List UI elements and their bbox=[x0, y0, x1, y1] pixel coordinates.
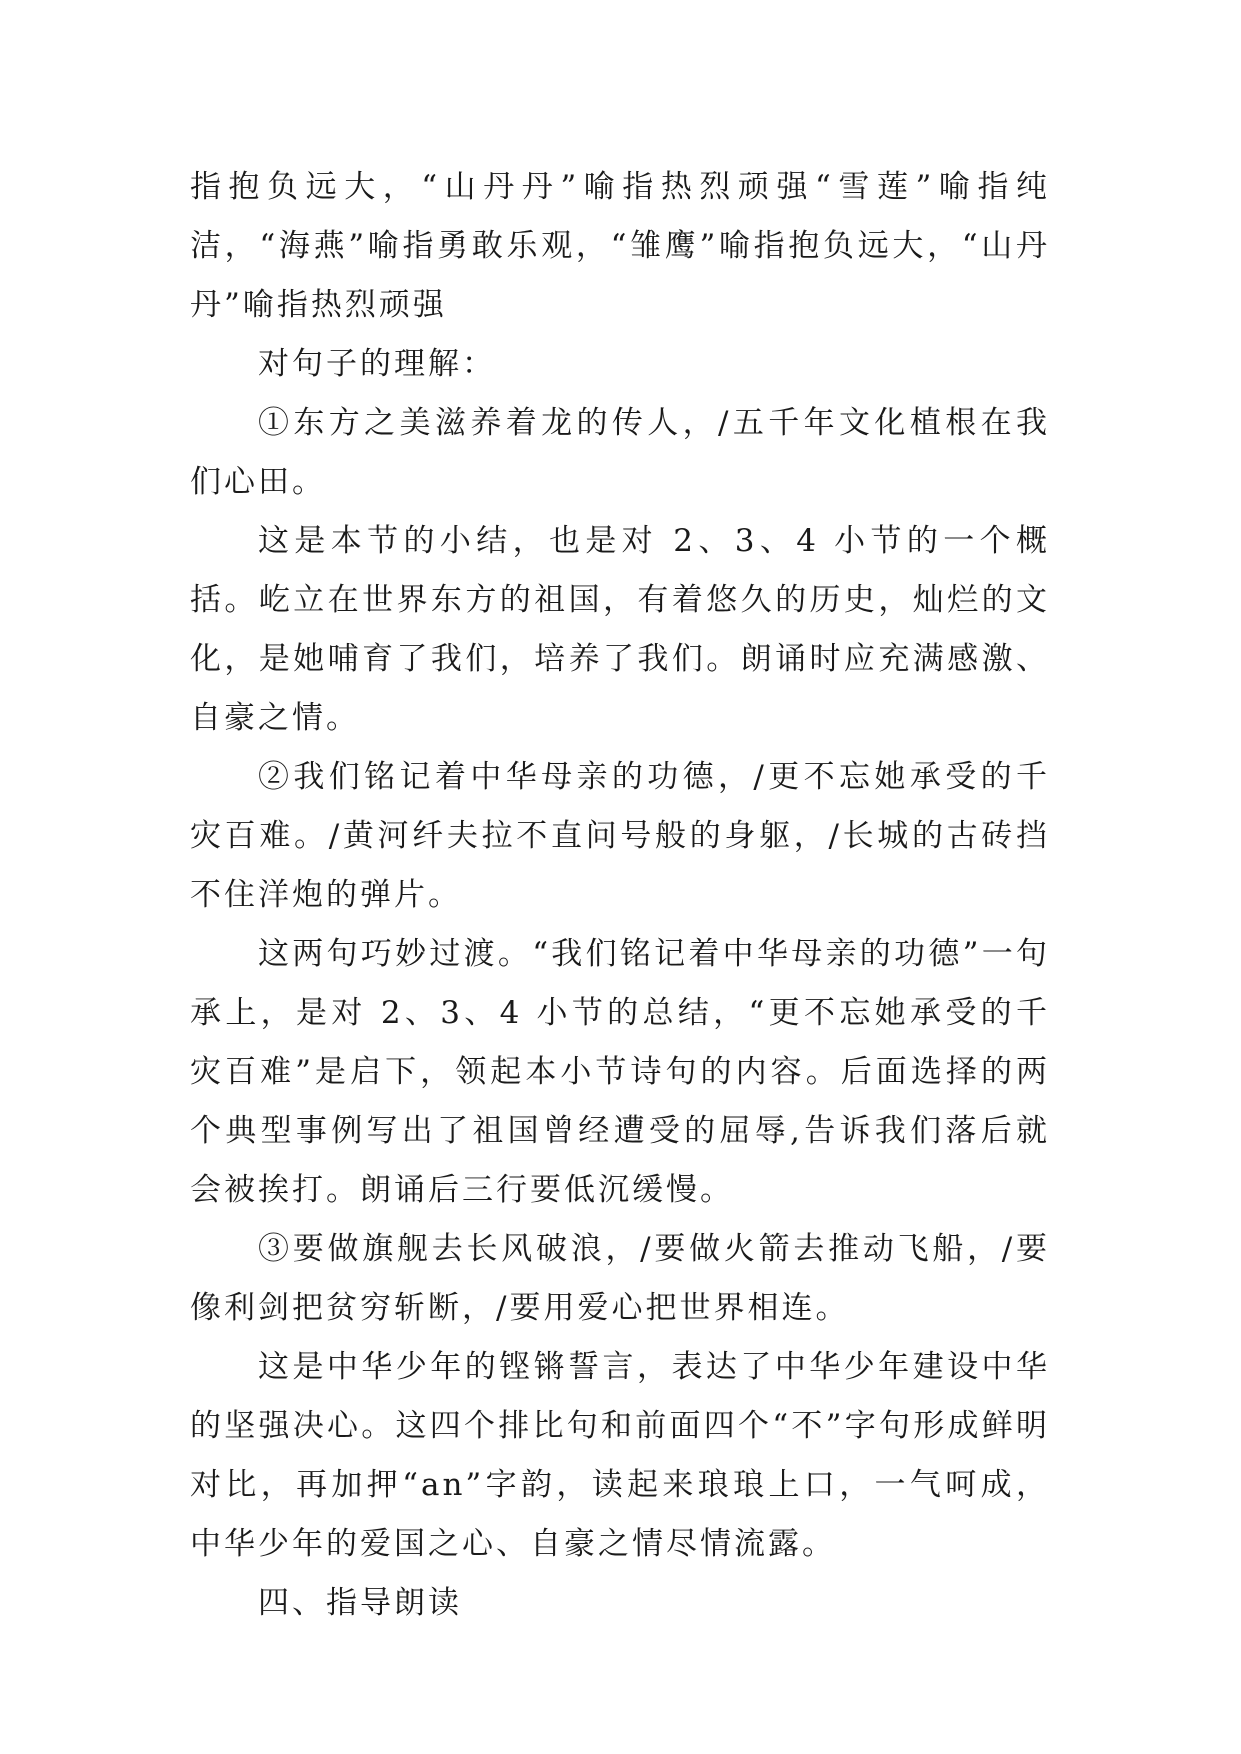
quoted-sentence: ①东方之美滋养着龙的传人，/五千年文化植根在我们心田。 bbox=[190, 405, 1050, 500]
body-paragraph: 这是中华少年的铿锵誓言，表达了中华少年建设中华的坚强决心。这四个排比句和前面四个“不”字句形成鲜明对比，再加押“an”字韵，读起来琅琅上口，一气呵成，中华少年的爱国之心、自豪之情尽情流露。 bbox=[190, 1349, 1050, 1562]
section-heading: 对句子的理解： bbox=[258, 346, 496, 382]
quoted-sentence: ③要做旗舰去长风破浪，/要做火箭去推动飞船，/要像利剑把贫穷斩断，/要用爱心把世界相连。 bbox=[190, 1231, 1050, 1326]
body-paragraph: 指抱负远大，“山丹丹”喻指热烈顽强“雪莲”喻指纯洁，“海燕”喻指勇敢乐观，“雏鹰”喻指抱负远大，“山丹丹”喻指热烈顽强 bbox=[190, 169, 1050, 323]
document-body bbox=[190, 158, 1050, 1633]
quoted-sentence: ②我们铭记着中华母亲的功德，/更不忘她承受的千灾百难。/黄河纤夫拉不直问号般的身躯，/长城的古砖挡不住洋炮的弹片。 bbox=[190, 759, 1050, 913]
body-paragraph: 这两句巧妙过渡。“我们铭记着中华母亲的功德”一句承上，是对 2、3、4 小节的总结，“更不忘她承受的千灾百难”是启下，领起本小节诗句的内容。后面选择的两个典型事例写出了祖国曾经遭受的屈辱,告诉我们落后就会被挨打。朗诵后三行要低沉缓慢。 bbox=[190, 936, 1050, 1208]
body-paragraph: 这是本节的小结，也是对 2、3、4 小节的一个概括。屹立在世界东方的祖国，有着悠久的历史，灿烂的文化，是她哺育了我们，培养了我们。朗诵时应充满感激、自豪之情。 bbox=[190, 523, 1050, 736]
section-heading: 四、指导朗读 bbox=[258, 1585, 462, 1621]
